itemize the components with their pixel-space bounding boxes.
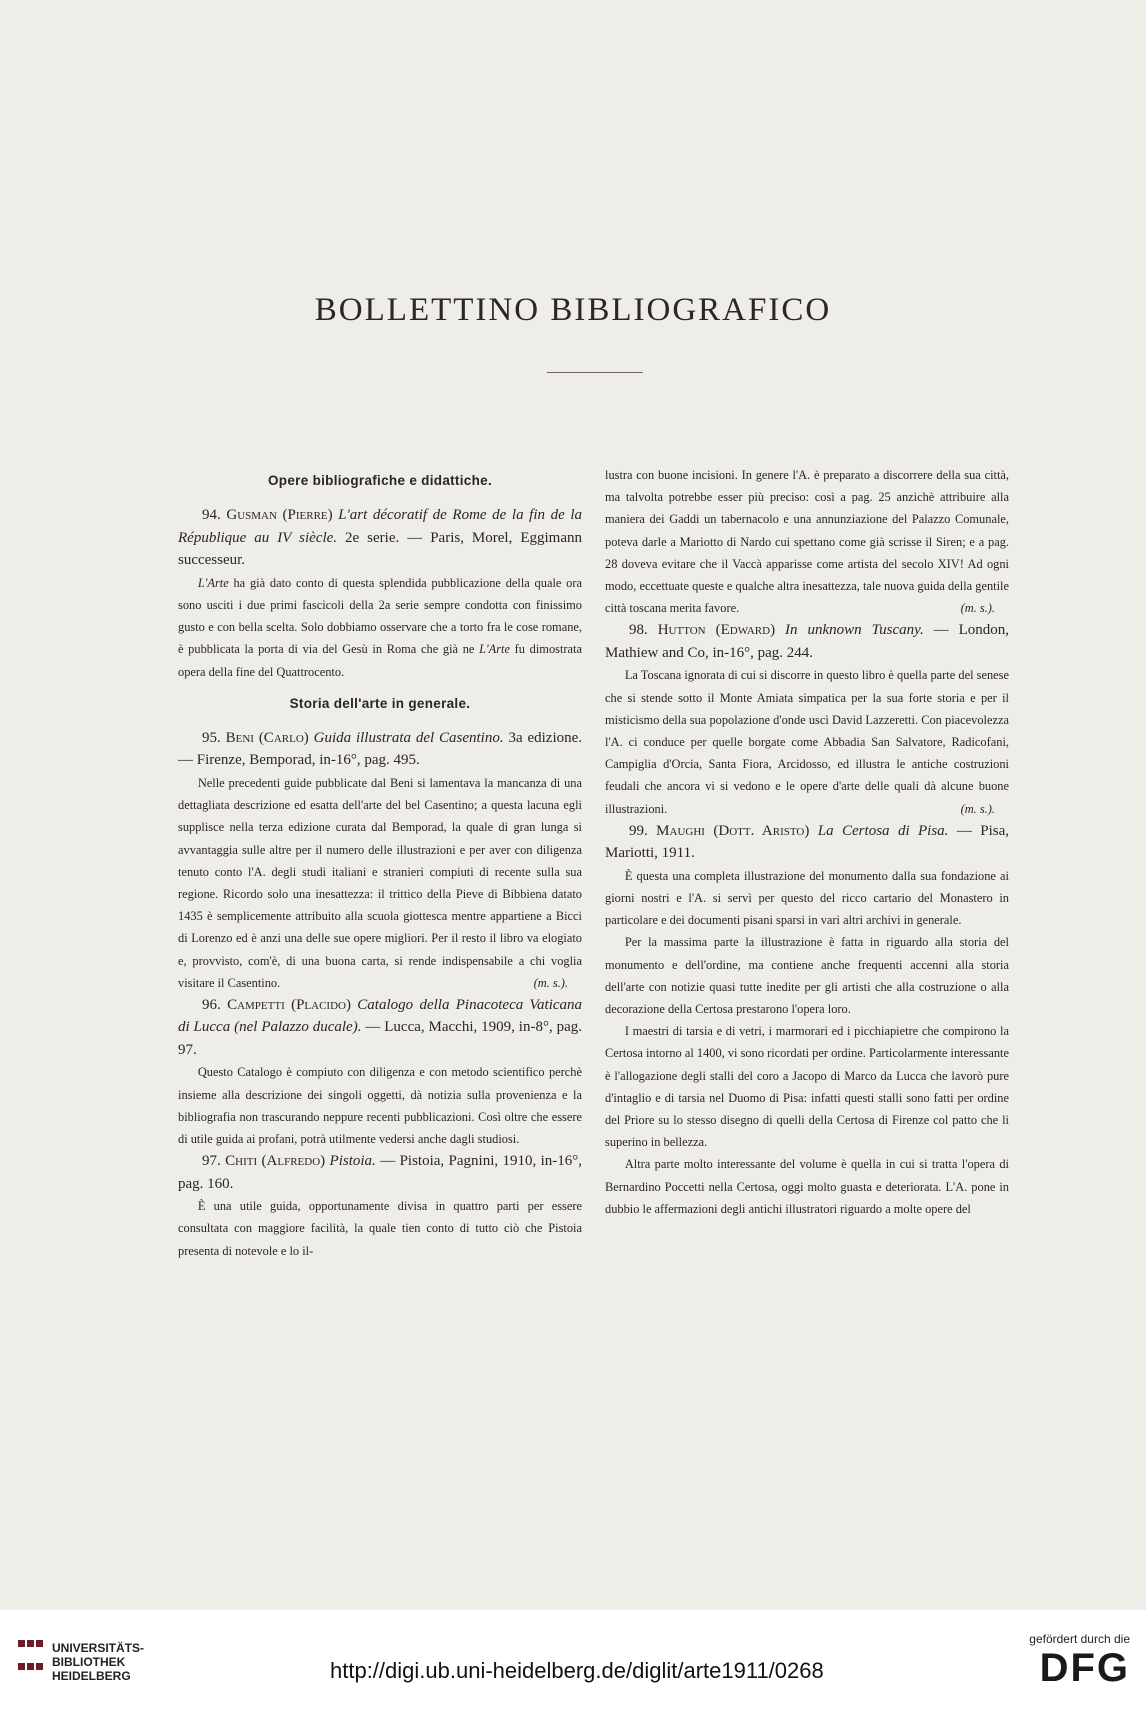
entry-text: ha già dato conto di questa splendida pubblicazione della quale ora sono usciti i due primi fascicoli della 2a serie sempre condotta con finissimo gusto e con bella scelta. Solo dobbiamo osservare che a torto fra le cose romane, è pubblicata la porta di via del Gesù in Roma che già ne — [178, 575, 582, 657]
right-column — [605, 464, 1009, 1220]
footer-bar — [0, 1610, 1146, 1715]
library-name — [52, 1641, 144, 1683]
entry-98 — [605, 619, 1009, 819]
entry-97-text: È una utile guida, opportunamente divisa in quattro parti per essere consultata con maggiore facilità, la quale tien conto di tutto ciò che Pistoia presenta di notevole e lo il- — [178, 1199, 582, 1258]
library-logo-icon — [18, 1640, 44, 1684]
entry-work: La Certosa di Pisa. — [817, 822, 949, 839]
journal-ref: L'Arte — [479, 642, 510, 657]
funder-logo[interactable] — [1029, 1632, 1130, 1690]
entry-work: Catalogo della Pinacoteca Vaticana di Lucca (nel Palazzo ducale). — [178, 996, 583, 1036]
entry-author: Maughi — [656, 822, 705, 839]
left-column — [178, 462, 582, 1262]
entry-95-text — [178, 772, 582, 994]
entry-97-head — [178, 1150, 582, 1195]
entry-author: Beni — [225, 729, 254, 746]
entry-98-head — [605, 619, 1009, 664]
entry-pub: 2e serie. — Paris, Morel, Eggimann successeur. — [178, 529, 582, 569]
entry-author: Hutton — [657, 622, 706, 639]
entry-96-text: Questo Catalogo è compiuto con diligenza e con metodo scientifico perchè insieme alla descrizione dei singoli oggetti, dà notizia sulla provenienza e la bibliografia non trascurando neppure recenti pubblicazioni. Così oltre che essere di utile guida ai profani, potrà utilmente vedersi anche dagli studiosi. — [178, 1065, 582, 1147]
entry-signature: (m. s.). — [533, 975, 568, 990]
entry-author-first: (Pierre) — [282, 507, 333, 524]
entry-number: 99. — [629, 822, 648, 839]
entry-text: La Toscana ignorata di cui si discorre in questo libro è quella parte del senese che si stende sotto il Monte Amiata simpatica per la sua forte storia e per il misticismo della sua popolazione d'onde uscì David Lazzeretti. Con piacevolezza l'A. ci conduce per quelle borgate come Abbadia San Salvatore, Radicofani, Campiglia d'Orcia, Santa Fiora, Arcidosso, ed illustra le antiche costruzioni feudali che ancora vi si vedono e le opere d'arte delle quali dà alcune buone illustrazioni. — [605, 668, 1009, 816]
entry-99-p2: Per la massima parte la illustrazione è fatta in riguardo alla storia del monumento e dell'ordine, ma contiene anche frequenti accenni alla storia dell'arte con notizie quasi tutte inedite per gli artisti che alla costruzione o alla decorazione della Certosa prestarono l'opera loro. — [605, 935, 1009, 1017]
entry-author-first: (Carlo) — [258, 729, 309, 746]
permalink-url[interactable]: http://digi.ub.uni-heidelberg.de/diglit/arte1911/0268 — [330, 1658, 824, 1683]
entry-number: 98. — [629, 622, 648, 639]
entry-author-first: (Alfredo) — [261, 1153, 326, 1170]
entry-text: Nelle precedenti guide pubblicate dal Beni si lamentava la mancanza di una dettagliata descrizione ed esatta dell'arte del bel Casentino; a questa lacuna egli supplisce nella terza edizione curata dal Bemporad, la quale di gran lunga si avvantaggia sulle altre per il numero delle illustrazioni e per aver con diligenza tenuto conto l'A. degli studi italiani e stranieri compiuti di recente sulla sua regione. Ricordo solo una inesattezza: il trittico della Pieve di Bibbiena datato 1435 è semplicemente attribuito alla scuola giottesca mentre appartiene a Bicci di Lorenzo ed è anzi una delle sue opere migliori. Per il resto il libro va elogiato e, provvisto, com'è, di una buona carta, si rende indispensabile a chi voglia visitare il Casentino. — [178, 775, 582, 990]
entry-pub: — Lucca, Macchi, 1909, in-8°, pag. 97. — [178, 1019, 583, 1058]
entry-99-p1: È questa una completa illustrazione del monumento dalla sua fondazione ai giorni nostri e l'A. si servì per questo del ricco cartario del Monastero in particolare e dei documenti pisani sparsi in vari altri archivi in generale. — [605, 868, 1009, 928]
entry-99-p4: Altra parte molto interessante del volume è quella in cui si tratta l'opera di Bernardino Poccetti nella Certosa, oggi molto guasta e deteriorata. L'A. pone in dubbio le affermazioni degli antichi illustratori riguardo a molte opere del — [605, 1157, 1009, 1216]
section-title-storia: Storia dell'arte in generale. — [289, 695, 471, 711]
section-title-bibliografiche: Opere bibliografiche e didattiche. — [268, 473, 492, 488]
library-name-line: BIBLIOTHEK — [52, 1655, 126, 1669]
entry-98-text — [605, 664, 1009, 819]
dfg-logo-icon: DFG — [1039, 1646, 1130, 1690]
entry-signature: (m. s.). — [960, 801, 995, 816]
title-rule — [547, 372, 643, 373]
entry-number: 97. — [202, 1153, 221, 1170]
entry-95-head — [178, 727, 582, 772]
entry-94 — [178, 504, 582, 683]
entry-number: 95. — [202, 729, 221, 746]
entry-author: Chiti — [225, 1153, 258, 1170]
entry-99 — [605, 820, 1009, 1220]
entry-pub: — Pistoia, Pagnini, 1910, in-16°, pag. 160. — [178, 1153, 583, 1192]
entry-work: Guida illustrata del Casentino. — [313, 729, 504, 746]
entry-author: Campetti — [227, 996, 285, 1013]
entry-94-text — [178, 572, 582, 683]
entry-author-first: (Edward) — [715, 622, 776, 639]
entry-99-head — [605, 820, 1009, 865]
page-title: BOLLETTINO BIBLIOGRAFICO — [314, 292, 832, 328]
entry-95 — [178, 727, 582, 994]
entry-author-first: (Dott. Aristo) — [713, 822, 810, 839]
entry-number: 94. — [202, 507, 221, 524]
library-logo[interactable] — [18, 1640, 144, 1684]
library-name-line: HEIDELBERG — [52, 1669, 131, 1683]
journal-ref: L'Arte — [197, 575, 229, 590]
library-name-line: UNIVERSITÄTS- — [52, 1641, 145, 1655]
entry-96-head — [178, 994, 582, 1062]
continued-text — [605, 464, 1009, 619]
entry-99-p3: I maestri di tarsia e di vetri, i marmorari ed i picchiapietre che compirono la Certosa intorno al 1400, vi sono ricordati per ordine. Particolarmente interessante è l'allogazione degli stalli del coro a Jacopo di Marco da Lucca che lavorò pure d'intaglio e di tarsia nel Duomo di Pisa: infatti questi stalli sono fatti per ordine del Priore su lo stesso disegno di quelli della Certosa di Firenze col patto che li superino in bellezza. — [605, 1024, 1009, 1150]
entry-signature: (m. s.). — [960, 601, 995, 616]
entry-work: Pistoia. — [329, 1153, 376, 1170]
entry-96 — [178, 994, 582, 1150]
entry-work: In unknown Tuscany. — [785, 622, 924, 639]
entry-pub: — Pisa, Mariotti, 1911. — [605, 822, 1010, 862]
entry-pub: 3a edizione. — Firenze, Bemporad, in-16°, pag. 495. — [178, 729, 583, 769]
entry-94-head — [178, 504, 582, 572]
entry-author: Gusman — [226, 507, 277, 524]
entry-author-first: (Placido) — [291, 996, 351, 1013]
entry-number: 96. — [202, 996, 221, 1013]
entry-text: lustra con buone incisioni. In genere l'A. è preparato a discorrere della sua città, ma talvolta potrebbe esser più preciso: così a pag. 25 anzichè attribuire alla maniera dei Gaddi un tabernacolo e una annunziazione del Palazzo Comunale, poteva darle a Mariotto di Nardo cui spettano come già scrisse il Siren; e a pag. 28 doveva evitare che il Vaccà apparisse come artista del secolo XIV! Ad ogni modo, eccettuate queste e qualche altra inesattezza, tale nuova guida della gentile città toscana merita favore. — [605, 468, 1009, 616]
entry-text: fu dimostrata opera della fine del Quattrocento. — [178, 642, 582, 679]
entry-97 — [178, 1150, 582, 1262]
entry-pub: — London, Mathiew and Co, in-16°, pag. 244. — [605, 622, 1010, 661]
funded-label: gefördert durch die — [1029, 1632, 1130, 1646]
entry-work: L'art décoratif de Rome de la fin de la République au IV siècle. — [178, 507, 583, 546]
